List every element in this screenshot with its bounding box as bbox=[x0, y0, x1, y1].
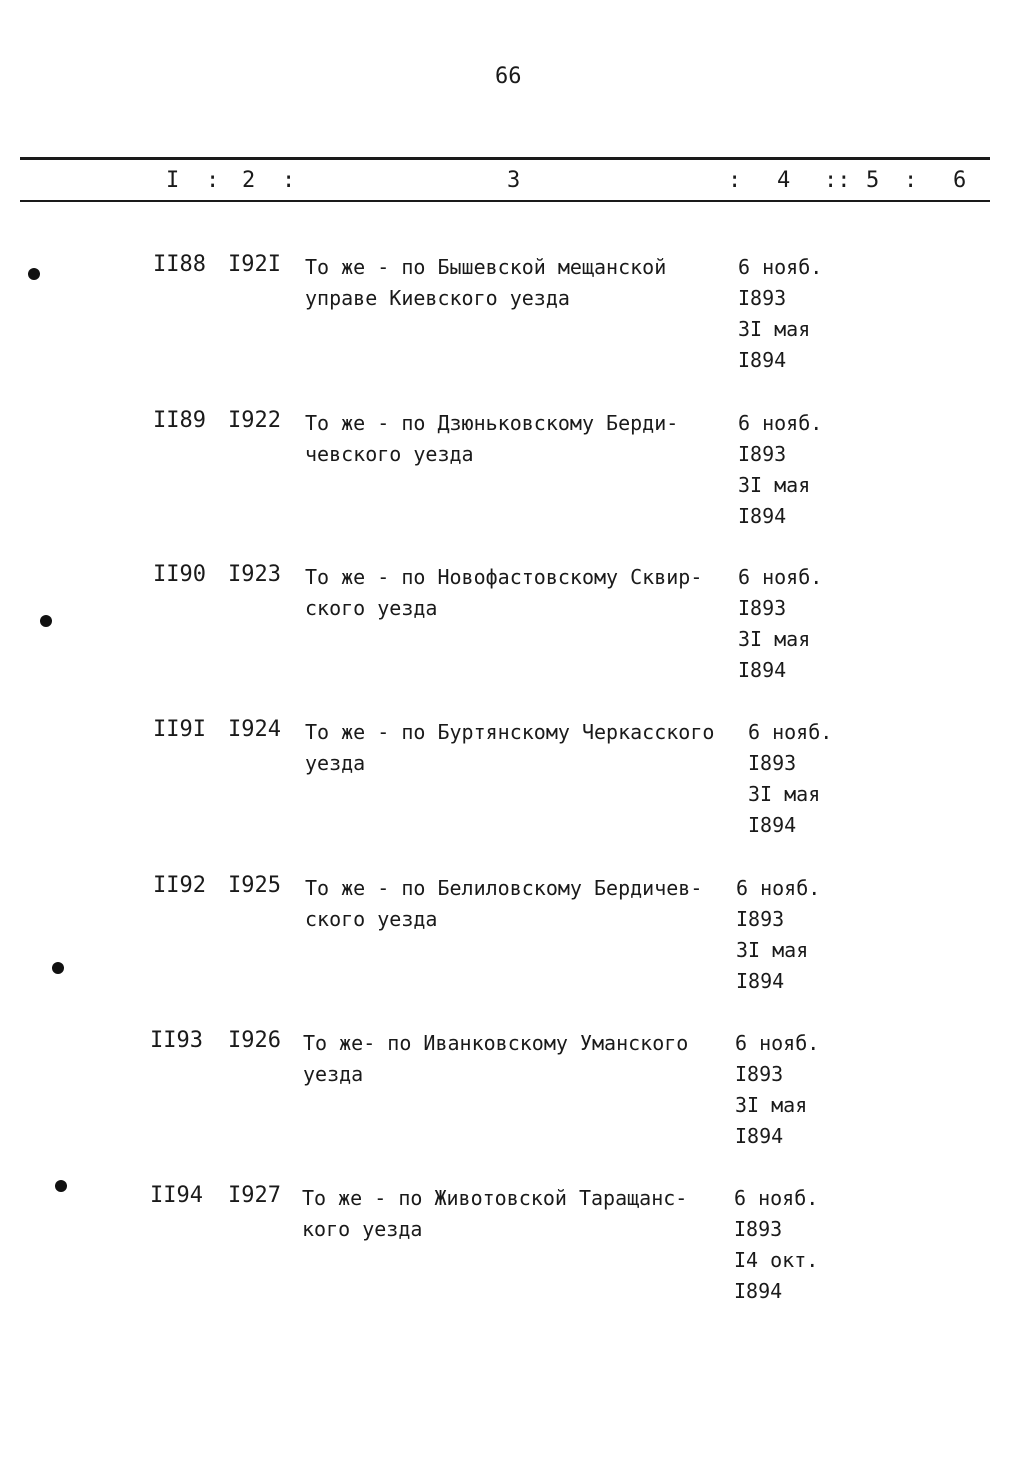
entry-code: I924 bbox=[228, 717, 281, 742]
column-separator: : bbox=[206, 168, 220, 193]
column-header-3: 3 bbox=[507, 168, 521, 193]
description-line: ского уезда bbox=[305, 596, 438, 620]
table-row bbox=[0, 252, 1024, 402]
entry-dates bbox=[738, 562, 822, 686]
entry-number: II90 bbox=[153, 562, 206, 587]
date-line: I894 bbox=[736, 969, 785, 993]
entry-description bbox=[305, 408, 725, 470]
description-line: То же - по Буртянскому Черкасского bbox=[305, 720, 715, 744]
description-line: чевского уезда bbox=[305, 442, 474, 466]
entry-dates bbox=[738, 252, 822, 376]
entry-dates bbox=[735, 1028, 819, 1152]
table-row bbox=[0, 562, 1024, 712]
entry-number: II92 bbox=[153, 873, 206, 898]
entry-code: I926 bbox=[228, 1028, 281, 1053]
description-line: То же - по Новофастовскому Сквир- bbox=[305, 565, 703, 589]
entry-dates bbox=[738, 408, 822, 532]
entry-number: II93 bbox=[150, 1028, 203, 1053]
date-line: I894 bbox=[735, 1124, 784, 1148]
table-row bbox=[0, 873, 1024, 1023]
date-line: I893 bbox=[748, 751, 797, 775]
table-row bbox=[0, 408, 1024, 558]
date-line: 6 нояб. bbox=[738, 565, 823, 589]
punch-hole-mark bbox=[28, 268, 40, 280]
date-line: I893 bbox=[736, 907, 785, 931]
entry-code: I92I bbox=[228, 252, 281, 277]
column-separator: :: bbox=[824, 168, 851, 193]
entry-code: I923 bbox=[228, 562, 281, 587]
description-line: То же - по Бышевской мещанской bbox=[305, 255, 667, 279]
entry-code: I925 bbox=[228, 873, 281, 898]
column-separator: : bbox=[282, 168, 296, 193]
date-line: 3I мая bbox=[735, 1093, 808, 1117]
punch-hole-mark bbox=[40, 615, 52, 627]
date-line: I893 bbox=[738, 596, 787, 620]
punch-hole-mark bbox=[55, 1180, 67, 1192]
column-header-1: I bbox=[166, 168, 180, 193]
table-row bbox=[0, 717, 1024, 867]
punch-hole-mark bbox=[52, 962, 64, 974]
column-header-4: 4 bbox=[777, 168, 791, 193]
header-top-rule bbox=[20, 157, 990, 160]
date-line: I893 bbox=[738, 442, 787, 466]
date-line: 3I мая bbox=[738, 473, 811, 497]
date-line: I893 bbox=[735, 1062, 784, 1086]
entry-number: II9I bbox=[153, 717, 206, 742]
description-line: управе Киевского уезда bbox=[305, 286, 570, 310]
entry-description bbox=[305, 562, 725, 624]
description-line: уезда bbox=[305, 751, 366, 775]
table-row bbox=[0, 1183, 1024, 1333]
date-line: 6 нояб. bbox=[735, 1031, 820, 1055]
entry-code: I922 bbox=[228, 408, 281, 433]
description-line: То же - по Дзюньковскому Берди- bbox=[305, 411, 679, 435]
date-line: 3I мая bbox=[736, 938, 809, 962]
entry-number: II88 bbox=[153, 252, 206, 277]
description-line: уезда bbox=[303, 1062, 364, 1086]
entry-description bbox=[303, 1028, 723, 1090]
entry-number: II94 bbox=[150, 1183, 203, 1208]
entry-code: I927 bbox=[228, 1183, 281, 1208]
entry-description bbox=[302, 1183, 722, 1245]
description-line: То же - по Животовской Таращанс- bbox=[302, 1186, 688, 1210]
entry-dates bbox=[748, 717, 832, 841]
entry-description bbox=[305, 717, 725, 779]
date-line: 6 нояб. bbox=[748, 720, 833, 744]
date-line: I893 bbox=[734, 1217, 783, 1241]
date-line: 3I мая bbox=[738, 627, 811, 651]
header-bottom-rule bbox=[20, 200, 990, 202]
column-separator: : bbox=[728, 168, 742, 193]
description-line: ского уезда bbox=[305, 907, 438, 931]
entry-number: II89 bbox=[153, 408, 206, 433]
date-line: I894 bbox=[738, 348, 787, 372]
entry-dates bbox=[736, 873, 820, 997]
date-line: 6 нояб. bbox=[738, 411, 823, 435]
date-line: 6 нояб. bbox=[738, 255, 823, 279]
description-line: кого уезда bbox=[302, 1217, 423, 1241]
date-line: I894 bbox=[738, 658, 787, 682]
date-line: I894 bbox=[738, 504, 787, 528]
entry-description bbox=[305, 873, 725, 935]
date-line: 6 нояб. bbox=[734, 1186, 819, 1210]
date-line: I893 bbox=[738, 286, 787, 310]
date-line: 3I мая bbox=[748, 782, 821, 806]
column-separator: : bbox=[904, 168, 918, 193]
date-line: I894 bbox=[748, 813, 797, 837]
column-header-2: 2 bbox=[242, 168, 256, 193]
description-line: То же - по Белиловскому Бердичев- bbox=[305, 876, 703, 900]
page-number: 66 bbox=[495, 64, 522, 89]
description-line: То же- по Иванковскому Уманского bbox=[303, 1031, 689, 1055]
date-line: I4 окт. bbox=[734, 1248, 819, 1272]
date-line: I894 bbox=[734, 1279, 783, 1303]
column-header-5: 5 bbox=[866, 168, 880, 193]
table-row bbox=[0, 1028, 1024, 1178]
entry-dates bbox=[734, 1183, 818, 1307]
date-line: 6 нояб. bbox=[736, 876, 821, 900]
entry-description bbox=[305, 252, 725, 314]
date-line: 3I мая bbox=[738, 317, 811, 341]
column-header-6: 6 bbox=[953, 168, 967, 193]
